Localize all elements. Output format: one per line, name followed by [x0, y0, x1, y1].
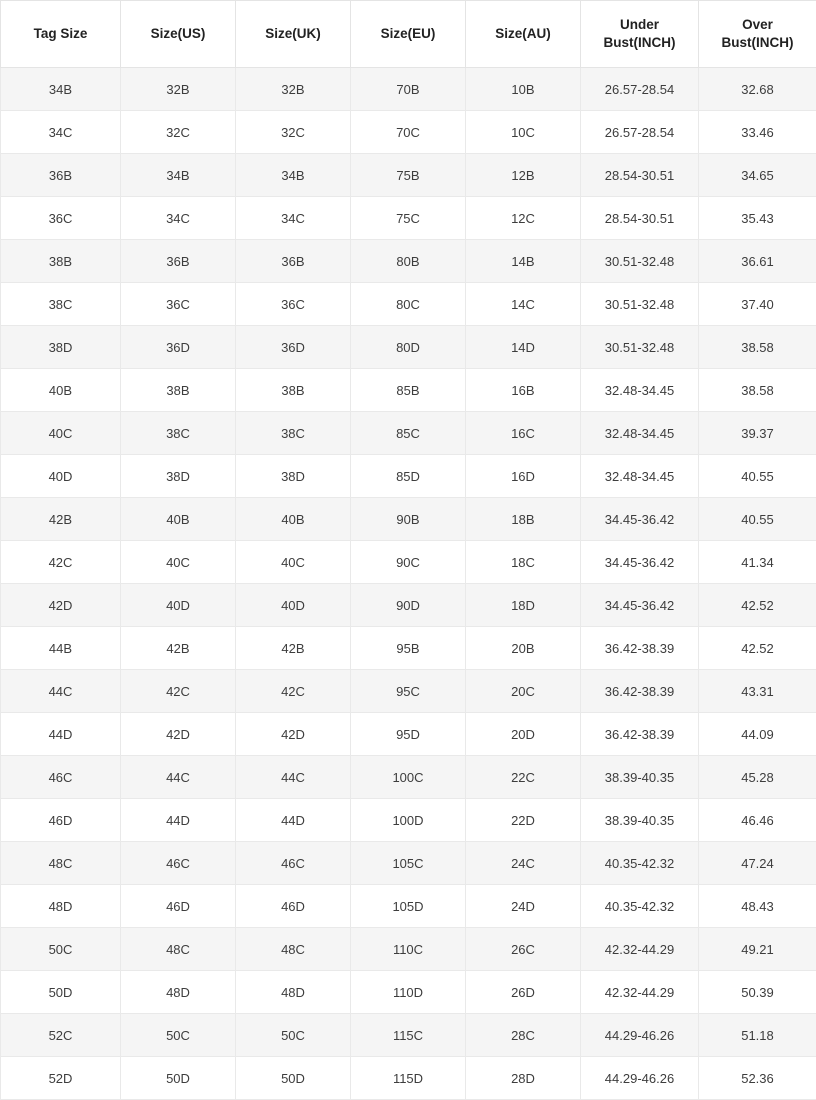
table-cell: 36D — [236, 326, 351, 369]
table-cell: 16D — [466, 455, 581, 498]
table-cell: 32.48-34.45 — [581, 369, 699, 412]
table-row — [1, 111, 816, 154]
table-cell: 42C — [236, 670, 351, 713]
table-cell: 40B — [121, 498, 236, 541]
table-cell: 38.58 — [699, 369, 816, 412]
column-header — [466, 1, 581, 68]
table-cell: 18B — [466, 498, 581, 541]
table-cell: 42D — [121, 713, 236, 756]
table-cell: 32C — [236, 111, 351, 154]
table-row — [1, 154, 816, 197]
table-cell: 32.68 — [699, 68, 816, 111]
table-cell: 36.42-38.39 — [581, 670, 699, 713]
table-row — [1, 1057, 816, 1100]
table-cell: 42D — [236, 713, 351, 756]
table-cell: 34.45-36.42 — [581, 541, 699, 584]
table-cell: 30.51-32.48 — [581, 326, 699, 369]
table-cell: 42.32-44.29 — [581, 928, 699, 971]
table-header-row — [1, 1, 816, 68]
table-cell: 85B — [351, 369, 466, 412]
table-cell: 36.42-38.39 — [581, 713, 699, 756]
table-row — [1, 283, 816, 326]
table-cell: 34C — [121, 197, 236, 240]
table-cell: 85C — [351, 412, 466, 455]
table-cell: 35.43 — [699, 197, 816, 240]
table-cell: 42C — [121, 670, 236, 713]
table-cell: 50D — [1, 971, 121, 1014]
table-cell: 48D — [236, 971, 351, 1014]
table-cell: 32B — [236, 68, 351, 111]
table-cell: 44.29-46.26 — [581, 1014, 699, 1057]
table-cell: 49.21 — [699, 928, 816, 971]
table-cell: 18D — [466, 584, 581, 627]
table-cell: 38.39-40.35 — [581, 756, 699, 799]
table-row — [1, 756, 816, 799]
table-cell: 44D — [121, 799, 236, 842]
table-row — [1, 68, 816, 111]
table-cell: 20C — [466, 670, 581, 713]
table-cell: 115D — [351, 1057, 466, 1100]
table-cell: 48C — [1, 842, 121, 885]
table-cell: 70C — [351, 111, 466, 154]
table-row — [1, 842, 816, 885]
table-cell: 32C — [121, 111, 236, 154]
table-cell: 30.51-32.48 — [581, 283, 699, 326]
table-cell: 12B — [466, 154, 581, 197]
table-cell: 40.55 — [699, 498, 816, 541]
column-header-line: Size(UK) — [265, 26, 321, 41]
table-cell: 12C — [466, 197, 581, 240]
table-cell: 46D — [236, 885, 351, 928]
table-cell: 50.39 — [699, 971, 816, 1014]
table-row — [1, 412, 816, 455]
table-cell: 40D — [236, 584, 351, 627]
table-cell: 95C — [351, 670, 466, 713]
table-cell: 46C — [236, 842, 351, 885]
column-header-line: Over — [742, 17, 773, 32]
column-header-line: Bust(INCH) — [722, 35, 794, 50]
table-cell: 40.35-42.32 — [581, 842, 699, 885]
table-cell: 38D — [1, 326, 121, 369]
table-cell: 36.61 — [699, 240, 816, 283]
table-cell: 36.42-38.39 — [581, 627, 699, 670]
column-header — [699, 1, 816, 68]
table-cell: 47.24 — [699, 842, 816, 885]
table-row — [1, 197, 816, 240]
table-cell: 52D — [1, 1057, 121, 1100]
table-cell: 48.43 — [699, 885, 816, 928]
table-cell: 32B — [121, 68, 236, 111]
column-header — [121, 1, 236, 68]
table-cell: 14D — [466, 326, 581, 369]
table-cell: 80C — [351, 283, 466, 326]
table-cell: 90D — [351, 584, 466, 627]
table-cell: 10B — [466, 68, 581, 111]
table-cell: 95B — [351, 627, 466, 670]
table-cell: 90B — [351, 498, 466, 541]
table-row — [1, 885, 816, 928]
table-cell: 38C — [1, 283, 121, 326]
table-cell: 18C — [466, 541, 581, 584]
table-cell: 44D — [236, 799, 351, 842]
table-cell: 52.36 — [699, 1057, 816, 1100]
table-header — [1, 1, 816, 68]
table-cell: 16B — [466, 369, 581, 412]
table-cell: 44B — [1, 627, 121, 670]
table-cell: 75C — [351, 197, 466, 240]
table-cell: 46D — [121, 885, 236, 928]
table-cell: 44.09 — [699, 713, 816, 756]
table-row — [1, 713, 816, 756]
table-cell: 34C — [236, 197, 351, 240]
table-cell: 50C — [121, 1014, 236, 1057]
column-header-line: Size(US) — [151, 26, 206, 41]
table-cell: 34.45-36.42 — [581, 584, 699, 627]
table-row — [1, 670, 816, 713]
table-cell: 51.18 — [699, 1014, 816, 1057]
table-cell: 48C — [121, 928, 236, 971]
table-cell: 41.34 — [699, 541, 816, 584]
table-cell: 43.31 — [699, 670, 816, 713]
table-cell: 42D — [1, 584, 121, 627]
table-cell: 48C — [236, 928, 351, 971]
table-cell: 36B — [121, 240, 236, 283]
table-cell: 34C — [1, 111, 121, 154]
table-cell: 50C — [1, 928, 121, 971]
table-cell: 44.29-46.26 — [581, 1057, 699, 1100]
table-cell: 100D — [351, 799, 466, 842]
table-cell: 40C — [121, 541, 236, 584]
table-cell: 95D — [351, 713, 466, 756]
table-row — [1, 928, 816, 971]
table-cell: 39.37 — [699, 412, 816, 455]
table-cell: 44C — [1, 670, 121, 713]
table-cell: 36B — [1, 154, 121, 197]
table-cell: 26.57-28.54 — [581, 68, 699, 111]
table-cell: 20B — [466, 627, 581, 670]
table-cell: 48D — [121, 971, 236, 1014]
table-cell: 38B — [121, 369, 236, 412]
table-cell: 40.55 — [699, 455, 816, 498]
table-body — [1, 68, 816, 1100]
column-header — [236, 1, 351, 68]
table-cell: 34.45-36.42 — [581, 498, 699, 541]
table-cell: 26D — [466, 971, 581, 1014]
table-cell: 33.46 — [699, 111, 816, 154]
table-cell: 22D — [466, 799, 581, 842]
table-cell: 32.48-34.45 — [581, 455, 699, 498]
table-cell: 36C — [1, 197, 121, 240]
table-cell: 44C — [236, 756, 351, 799]
table-row — [1, 455, 816, 498]
table-cell: 46.46 — [699, 799, 816, 842]
table-cell: 105D — [351, 885, 466, 928]
table-cell: 34B — [121, 154, 236, 197]
table-cell: 38.39-40.35 — [581, 799, 699, 842]
table-cell: 46D — [1, 799, 121, 842]
column-header-line: Size(AU) — [495, 26, 551, 41]
column-header — [351, 1, 466, 68]
table-cell: 45.28 — [699, 756, 816, 799]
table-row — [1, 1014, 816, 1057]
column-header-line: Bust(INCH) — [604, 35, 676, 50]
table-cell: 42C — [1, 541, 121, 584]
table-cell: 37.40 — [699, 283, 816, 326]
table-row — [1, 971, 816, 1014]
table-cell: 44C — [121, 756, 236, 799]
table-cell: 20D — [466, 713, 581, 756]
table-cell: 14C — [466, 283, 581, 326]
table-cell: 38B — [1, 240, 121, 283]
table-cell: 38D — [236, 455, 351, 498]
table-cell: 50D — [236, 1057, 351, 1100]
table-cell: 80D — [351, 326, 466, 369]
table-row — [1, 240, 816, 283]
table-cell: 42.52 — [699, 584, 816, 627]
table-cell: 34.65 — [699, 154, 816, 197]
table-row — [1, 627, 816, 670]
table-cell: 42B — [1, 498, 121, 541]
table-cell: 115C — [351, 1014, 466, 1057]
table-cell: 22C — [466, 756, 581, 799]
table-cell: 28D — [466, 1057, 581, 1100]
table-row — [1, 584, 816, 627]
table-cell: 36B — [236, 240, 351, 283]
column-header-line: Under — [620, 17, 659, 32]
table-cell: 100C — [351, 756, 466, 799]
table-cell: 36C — [236, 283, 351, 326]
table-cell: 28C — [466, 1014, 581, 1057]
table-cell: 30.51-32.48 — [581, 240, 699, 283]
table-cell: 38B — [236, 369, 351, 412]
table-cell: 42.52 — [699, 627, 816, 670]
table-cell: 32.48-34.45 — [581, 412, 699, 455]
table-cell: 85D — [351, 455, 466, 498]
table-row — [1, 541, 816, 584]
table-cell: 34B — [1, 68, 121, 111]
table-row — [1, 326, 816, 369]
table-cell: 40B — [1, 369, 121, 412]
table-cell: 46C — [121, 842, 236, 885]
table-cell: 40C — [1, 412, 121, 455]
table-cell: 28.54-30.51 — [581, 197, 699, 240]
table-cell: 26.57-28.54 — [581, 111, 699, 154]
table-cell: 110D — [351, 971, 466, 1014]
table-cell: 24C — [466, 842, 581, 885]
column-header-line: Size(EU) — [381, 26, 436, 41]
table-cell: 38C — [236, 412, 351, 455]
table-cell: 40D — [1, 455, 121, 498]
table-cell: 42B — [236, 627, 351, 670]
table-cell: 28.54-30.51 — [581, 154, 699, 197]
table-cell: 24D — [466, 885, 581, 928]
table-cell: 10C — [466, 111, 581, 154]
table-cell: 40B — [236, 498, 351, 541]
table-cell: 36C — [121, 283, 236, 326]
table-row — [1, 799, 816, 842]
table-cell: 44D — [1, 713, 121, 756]
table-cell: 105C — [351, 842, 466, 885]
table-cell: 50C — [236, 1014, 351, 1057]
column-header — [1, 1, 121, 68]
table-cell: 110C — [351, 928, 466, 971]
table-row — [1, 369, 816, 412]
table-cell: 38D — [121, 455, 236, 498]
table-row — [1, 498, 816, 541]
table-cell: 42.32-44.29 — [581, 971, 699, 1014]
table-cell: 50D — [121, 1057, 236, 1100]
table-cell: 40C — [236, 541, 351, 584]
table-cell: 75B — [351, 154, 466, 197]
table-cell: 34B — [236, 154, 351, 197]
table-cell: 52C — [1, 1014, 121, 1057]
column-header-line: Tag Size — [34, 26, 88, 41]
table-cell: 80B — [351, 240, 466, 283]
table-cell: 26C — [466, 928, 581, 971]
table-cell: 70B — [351, 68, 466, 111]
table-cell: 38C — [121, 412, 236, 455]
table-cell: 46C — [1, 756, 121, 799]
table-cell: 48D — [1, 885, 121, 928]
table-cell: 14B — [466, 240, 581, 283]
table-cell: 42B — [121, 627, 236, 670]
table-cell: 36D — [121, 326, 236, 369]
table-cell: 38.58 — [699, 326, 816, 369]
table-cell: 90C — [351, 541, 466, 584]
table-cell: 40.35-42.32 — [581, 885, 699, 928]
table-cell: 16C — [466, 412, 581, 455]
table-cell: 40D — [121, 584, 236, 627]
column-header — [581, 1, 699, 68]
